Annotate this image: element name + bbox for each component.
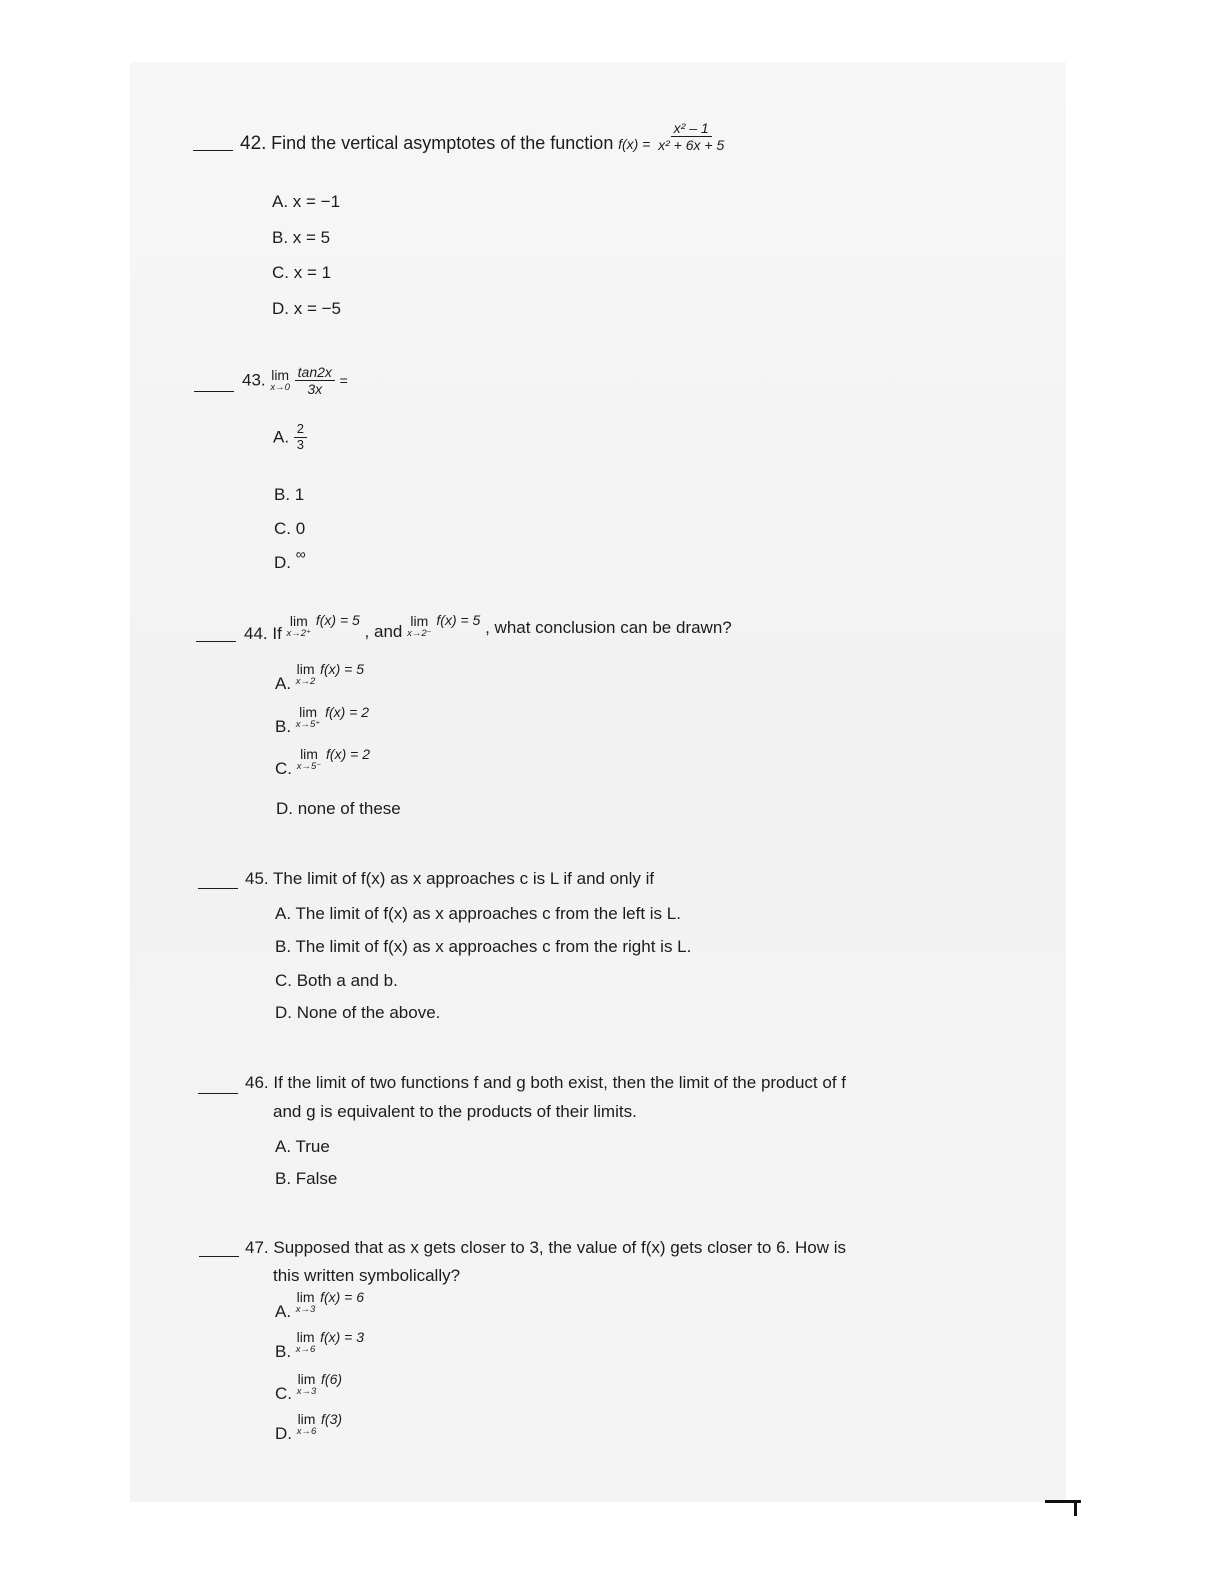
option-47-a-limit <box>296 1290 316 1315</box>
question-47-line1: 47. Supposed that as x gets closer to 3, the value of f(x) gets closer to 6. How is <box>245 1238 846 1257</box>
option-44-a-limit <box>296 662 316 687</box>
option-47-c[interactable] <box>275 1370 343 1403</box>
option-47-b-rhs: f(x) = 3 <box>320 1328 365 1345</box>
answer-blank-45[interactable] <box>198 888 238 889</box>
question-44-number: 44. If <box>244 623 282 643</box>
answer-blank-46[interactable] <box>198 1093 238 1094</box>
option-44-b-rhs: f(x) = 2 <box>325 703 370 720</box>
option-44-b-label: B. <box>275 716 292 736</box>
question-43-stem <box>242 364 348 397</box>
question-47-line2: this written symbolically? <box>273 1266 461 1285</box>
option-47-d-rhs: f(3) <box>321 1410 343 1427</box>
question-43-lim-word: lim <box>271 367 290 384</box>
option-47-c-rhs: f(6) <box>321 1370 343 1387</box>
option-42-a[interactable]: A. x = −1 <box>272 192 341 211</box>
question-43-frac-den: 3x <box>307 381 323 398</box>
option-43-d-value: ∞ <box>295 546 306 562</box>
option-43-b[interactable]: B. 1 <box>274 485 305 504</box>
question-42-frac-num: x² – 1 <box>671 120 712 137</box>
answer-blank-43[interactable] <box>194 391 234 392</box>
option-47-b[interactable] <box>275 1328 365 1361</box>
question-44-limit-left <box>407 614 432 639</box>
option-43-a-fraction <box>294 422 307 453</box>
option-43-d[interactable] <box>274 546 306 572</box>
question-44-lim2-rhs: f(x) = 5 <box>436 611 481 628</box>
question-42-text: Find the vertical asymptotes of the function <box>271 133 614 154</box>
option-44-c-limit <box>297 747 322 772</box>
question-44-lim2-word: lim <box>410 613 429 629</box>
question-44-tail: , what conclusion can be drawn? <box>485 617 732 637</box>
option-44-a-rhs: f(x) = 5 <box>320 660 365 677</box>
question-44-lim1-word: lim <box>289 613 308 629</box>
question-44-stem <box>244 611 732 643</box>
question-46-line1: 46. If the limit of two functions f and g both exist, then the limit of the product of f <box>245 1073 846 1092</box>
option-43-a-den: 3 <box>296 436 305 452</box>
option-47-b-label: B. <box>275 1341 292 1361</box>
option-44-b-limit <box>296 705 321 730</box>
paper-sheet <box>130 62 1066 1502</box>
question-44-lim1-rhs <box>316 612 360 628</box>
option-47-c-lim-sub: x→3 <box>296 1386 317 1397</box>
option-47-a-rhs: f(x) = 6 <box>320 1288 365 1305</box>
option-47-d-lim-sub: x→6 <box>296 1426 317 1437</box>
option-47-c-lim-word: lim <box>297 1371 316 1387</box>
question-44-and: , and <box>364 621 403 641</box>
option-44-c-lim-word: lim <box>300 746 318 762</box>
option-44-a-lim-word: lim <box>296 661 315 677</box>
question-42-func-lhs: f(x) = <box>618 136 651 153</box>
option-44-c-rhs: f(x) = 2 <box>326 745 370 762</box>
option-42-d[interactable]: D. x = −5 <box>272 299 341 318</box>
option-43-a-label: A. <box>273 427 290 447</box>
question-43-limit <box>270 368 290 393</box>
option-44-d[interactable]: D. none of these <box>276 799 401 818</box>
question-42-frac-den: x² + 6x + 5 <box>658 137 725 154</box>
option-45-c[interactable]: C. Both a and b. <box>275 971 398 990</box>
option-47-b-lim-sub: x→6 <box>295 1344 316 1355</box>
option-45-a[interactable]: A. The limit of f(x) as x approaches c from the left is L. <box>275 904 681 923</box>
question-43-fraction <box>295 364 335 397</box>
option-47-a-label: A. <box>275 1301 292 1321</box>
question-42-number: 42. <box>240 133 267 155</box>
option-46-a[interactable]: A. True <box>275 1137 330 1156</box>
option-47-d-limit <box>297 1412 317 1437</box>
option-43-a[interactable] <box>273 422 307 453</box>
question-43-frac-num: tan2x <box>295 364 335 381</box>
question-46-line2: and g is equivalent to the products of their limits. <box>273 1102 637 1121</box>
option-47-a-lim-sub: x→3 <box>295 1304 316 1315</box>
option-42-b[interactable]: B. x = 5 <box>272 228 331 247</box>
option-47-a-lim-word: lim <box>296 1289 315 1305</box>
question-42-fraction <box>655 120 727 153</box>
option-43-d-label: D. <box>274 553 291 572</box>
answer-blank-44[interactable] <box>196 641 236 642</box>
question-43-lim-sub: x→0 <box>270 382 290 394</box>
option-44-c-label: C. <box>275 758 292 778</box>
answer-blank-47[interactable] <box>199 1256 239 1257</box>
option-46-b[interactable]: B. False <box>275 1169 338 1188</box>
question-45-stem: 45. The limit of f(x) as x approaches c is L if and only if <box>245 869 655 888</box>
option-47-c-label: C. <box>275 1383 292 1403</box>
edge-tick <box>1074 1500 1077 1516</box>
question-44-lim2-sub: x→2⁻ <box>407 628 432 639</box>
option-44-c-lim-sub: x→5⁻ <box>296 761 322 772</box>
option-47-d[interactable] <box>275 1410 343 1443</box>
option-47-c-limit <box>297 1372 317 1397</box>
option-44-a[interactable] <box>275 660 365 693</box>
answer-blank-42[interactable] <box>193 150 233 151</box>
question-42-stem <box>240 120 727 161</box>
question-43-number: 43. <box>242 370 266 390</box>
option-43-c[interactable]: C. 0 <box>274 519 306 538</box>
option-42-c[interactable]: C. x = 1 <box>272 263 332 282</box>
option-47-b-lim-word: lim <box>296 1329 315 1345</box>
question-44-limit-right <box>287 614 312 639</box>
option-45-b[interactable]: B. The limit of f(x) as x approaches c from the right is L. <box>275 937 692 956</box>
option-44-a-label: A. <box>275 673 292 693</box>
option-47-d-lim-word: lim <box>297 1411 316 1427</box>
option-47-d-label: D. <box>275 1423 292 1443</box>
option-44-a-lim-sub: x→2 <box>295 676 316 687</box>
option-47-b-limit <box>296 1330 316 1355</box>
question-43-equals: = <box>339 372 348 389</box>
option-45-d[interactable]: D. None of the above. <box>275 1003 441 1022</box>
option-43-a-num: 2 <box>294 422 307 438</box>
option-44-b-lim-word: lim <box>299 704 318 720</box>
option-44-c[interactable] <box>275 745 370 778</box>
option-44-b-lim-sub: x→5⁺ <box>295 719 321 730</box>
question-44-lim1-rhs-text: f(x) = 5 <box>315 611 360 628</box>
option-44-b[interactable] <box>275 703 370 736</box>
option-47-a[interactable] <box>275 1288 365 1321</box>
question-44-lim1-sub: x→2⁺ <box>286 628 312 639</box>
